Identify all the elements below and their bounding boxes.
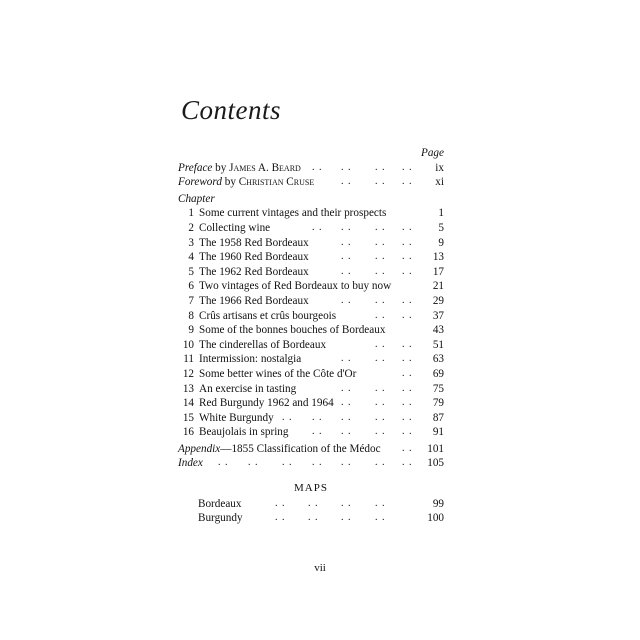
- map-entry-burgundy: Burgundy . . . . . . . . 100: [198, 512, 444, 525]
- foreword-label: Foreword: [178, 176, 222, 189]
- chapter-page: 51: [432, 338, 444, 351]
- maps-heading: MAPS: [294, 482, 328, 495]
- preface-entry: Preface by James A. Beard . . . . . . . . ix: [178, 161, 444, 174]
- chapter-heading: Chapter: [178, 192, 215, 205]
- chapter-entry: [178, 279, 444, 294]
- foreword-page: xi: [435, 176, 444, 189]
- chapter-page: 29: [432, 294, 444, 307]
- chapter-title: The 1966 Red Bordeaux: [199, 294, 309, 307]
- chapter-title: Beaujolais in spring: [199, 426, 289, 439]
- chapter-page: 75: [432, 382, 444, 395]
- chapter-page: 1: [438, 207, 444, 220]
- chapter-number: 12: [182, 367, 194, 380]
- chapter-entry: 11 Intermission: nostalgia . . . . . . 63: [183, 353, 444, 366]
- chapter-list: [178, 206, 444, 440]
- chapter-title: Red Burgundy 1962 and 1964: [199, 397, 334, 410]
- foreword-entry: Foreword by Christian Cruse . . . . . . xi: [178, 176, 444, 189]
- page-column-heading-row: [178, 146, 444, 161]
- chapter-number: 16: [182, 426, 194, 439]
- chapter-title: Intermission: nostalgia: [199, 353, 302, 366]
- chapter-title: Two vintages of Red Bordeaux to buy now: [199, 280, 392, 293]
- chapter-entry: 16 Beaujolais in spring . . . . . . . . 91: [182, 426, 444, 439]
- chapter-number: 11: [183, 353, 194, 366]
- chapter-entry: 2 Collecting wine . . . . . . . . 5: [178, 221, 444, 236]
- chapter-number: 7: [188, 294, 194, 307]
- chapter-entry: 12 Some better wines of the Côte d'Or . . 69: [182, 367, 444, 380]
- chapter-page: 63: [432, 353, 444, 366]
- chapter-number: 3: [188, 236, 194, 249]
- chapter-title: The cinderellas of Bordeaux: [199, 338, 327, 351]
- preface-page: ix: [435, 161, 444, 174]
- chapter-title: Some current vintages and their prospects: [199, 207, 387, 220]
- chapter-number: 2: [188, 221, 194, 234]
- preface-label: Preface: [178, 161, 213, 174]
- map-page: 99: [432, 497, 444, 510]
- foreword-author: Christian Cruse: [238, 176, 315, 189]
- chapter-page: 79: [432, 397, 444, 410]
- chapter-number: 10: [182, 338, 194, 351]
- map-title: Bordeaux: [198, 497, 242, 510]
- chapter-page: 69: [432, 367, 444, 380]
- page-folio: vii: [314, 562, 326, 574]
- foreword-by: by: [221, 176, 239, 189]
- chapter-entry: [178, 323, 444, 338]
- appendix-page: 101: [427, 442, 444, 455]
- chapter-entry: 13 An exercise in tasting . . . . . . 75: [182, 382, 444, 395]
- chapter-entry: [178, 206, 444, 221]
- chapter-number: 6: [188, 280, 194, 293]
- chapter-page: 37: [432, 309, 444, 322]
- chapter-title: The 1960 Red Bordeaux: [199, 251, 309, 264]
- chapter-page: 91: [432, 426, 444, 439]
- map-page: 100: [427, 512, 444, 525]
- chapter-title: The 1962 Red Bordeaux: [199, 265, 309, 278]
- appendix-label: Appendix: [178, 442, 221, 455]
- index-page: 105: [427, 457, 444, 470]
- preface-by: by: [212, 161, 230, 174]
- chapter-number: 4: [188, 251, 194, 264]
- chapter-page: 43: [432, 324, 444, 337]
- appendix-title: —1855 Classification of the Médoc: [220, 442, 381, 455]
- chapter-title: White Burgundy: [199, 411, 274, 424]
- chapter-entry: 10 The cinderellas of Bordeaux . . . . 51: [182, 338, 444, 351]
- index-label: Index: [178, 457, 203, 470]
- chapter-entry: 4 The 1960 Red Bordeaux . . . . . . 13: [178, 250, 444, 265]
- index-entry: Index . . . . . . . . . . . . . . 105: [178, 457, 444, 470]
- chapter-entry: 7 The 1966 Red Bordeaux . . . . . . 29: [178, 294, 444, 309]
- chapter-number: 9: [188, 324, 194, 337]
- chapter-title: Collecting wine: [199, 221, 271, 234]
- chapter-page: 17: [432, 265, 444, 278]
- chapter-number: 5: [188, 265, 194, 278]
- chapter-number: 13: [182, 382, 194, 395]
- chapter-entry: 14 Red Burgundy 1962 and 1964 . . . . . . 79: [182, 397, 444, 410]
- chapter-entry: 5 The 1962 Red Bordeaux . . . . . . 17: [178, 265, 444, 280]
- chapter-entry: 3 The 1958 Red Bordeaux . . . . . . 9: [178, 236, 444, 251]
- chapter-title: An exercise in tasting: [199, 382, 297, 395]
- chapter-page: 87: [432, 411, 444, 424]
- chapter-number: 1: [188, 207, 194, 220]
- chapter-title: The 1958 Red Bordeaux: [199, 236, 309, 249]
- map-entry-bordeaux: Bordeaux . . . . . . . . 99: [198, 497, 444, 510]
- chapter-entry: 15 White Burgundy . . . . . . . . . . 87: [182, 411, 444, 424]
- chapter-number: 14: [182, 397, 194, 410]
- page-title: Contents: [181, 95, 282, 125]
- table-of-contents: [178, 146, 444, 526]
- chapter-title: Crûs artisans et crûs bourgeois: [199, 309, 337, 322]
- chapter-page: 13: [432, 251, 444, 264]
- chapter-page: 21: [432, 280, 444, 293]
- chapter-number: 15: [182, 411, 194, 424]
- appendix-entry: Appendix—1855 Classification of the Médoc . . 101: [178, 442, 444, 455]
- chapter-title: Some of the bonnes bouches of Bordeaux: [199, 324, 386, 337]
- chapter-page: 9: [438, 236, 444, 249]
- chapter-number: 8: [188, 309, 194, 322]
- page-column-heading: Page: [421, 147, 444, 159]
- chapter-page: 5: [438, 221, 444, 234]
- chapter-title: Some better wines of the Côte d'Or: [199, 367, 357, 380]
- preface-author: James A. Beard: [229, 161, 301, 174]
- chapter-entry: 8 Crûs artisans et crûs bourgeois . . . . 37: [178, 309, 444, 324]
- map-title: Burgundy: [198, 512, 243, 525]
